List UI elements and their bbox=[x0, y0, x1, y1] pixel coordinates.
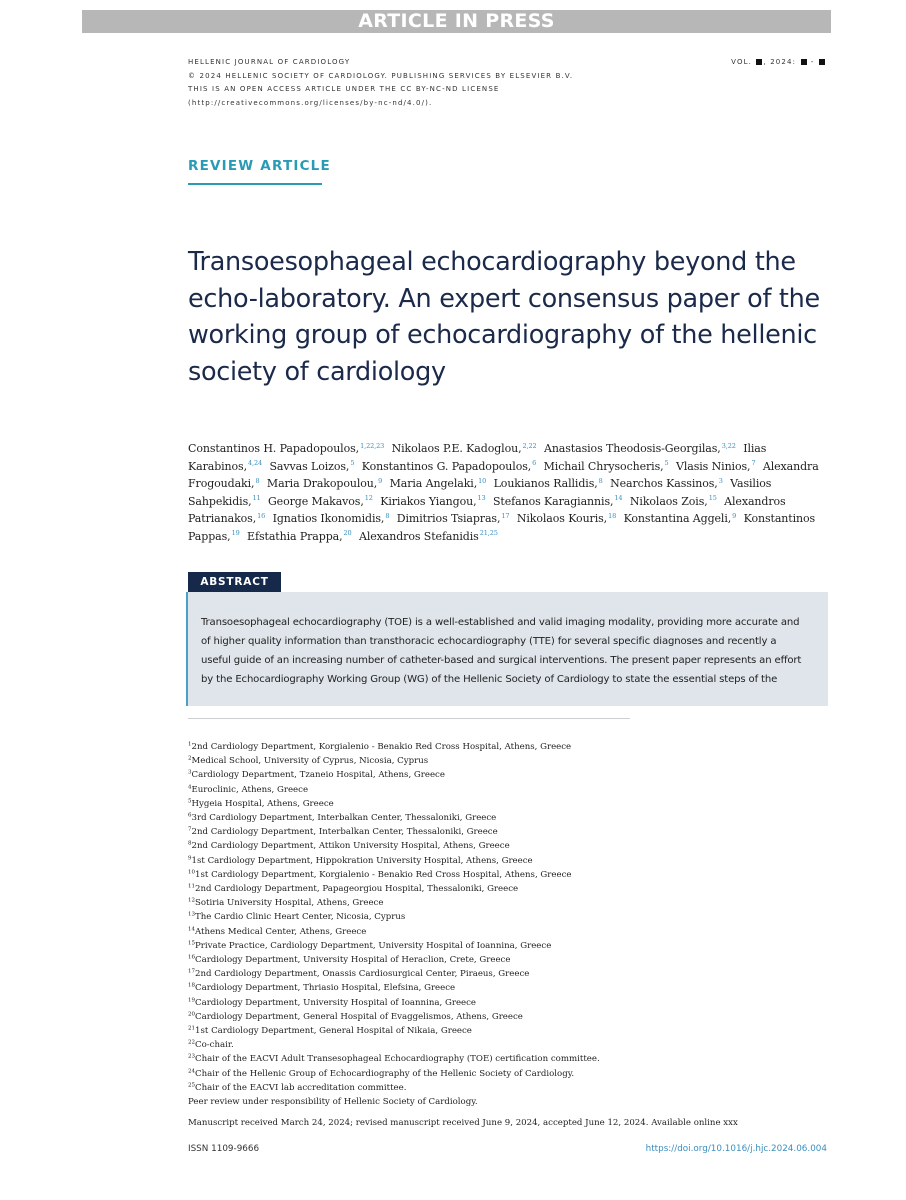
author-affiliation-marks[interactable]: 8 bbox=[598, 476, 603, 485]
footnote-mark: 14 bbox=[188, 926, 195, 933]
author bbox=[247, 530, 352, 543]
footnote-mark: 13 bbox=[188, 911, 195, 918]
author-affiliation-marks[interactable]: 3 bbox=[718, 476, 723, 485]
author bbox=[397, 512, 510, 525]
author-affiliation-marks[interactable]: 14 bbox=[614, 494, 623, 503]
footnote-text: 2nd Cardiology Department, Korgialenio - Benakio Red Cross Hospital, Athens, Greece bbox=[191, 742, 572, 752]
footnote-mark: 24 bbox=[188, 1068, 195, 1075]
article-in-press-banner: ARTICLE IN PRESS bbox=[82, 10, 831, 33]
author-affiliation-marks[interactable]: 9 bbox=[732, 511, 737, 520]
author bbox=[270, 460, 355, 473]
footnote bbox=[188, 882, 828, 896]
author-name: Nikolaos P.E. Kadoglou, bbox=[391, 442, 522, 455]
footnote bbox=[188, 981, 828, 995]
author-affiliation-marks[interactable]: 2,22 bbox=[522, 441, 537, 450]
footnote-mark: 10 bbox=[188, 869, 195, 876]
footnote bbox=[188, 953, 828, 967]
footnote-text: 1st Cardiology Department, Korgialenio - Benakio Red Cross Hospital, Athens, Greece bbox=[195, 869, 572, 880]
footnote-text: 1st Cardiology Department, General Hospital of Nikaia, Greece bbox=[195, 1026, 472, 1037]
footnote-text: Co-chair. bbox=[195, 1040, 234, 1051]
footnote-text: Medical School, University of Cyprus, Nicosia, Cyprus bbox=[191, 756, 429, 767]
footnote bbox=[188, 1024, 828, 1038]
footnote-mark: 18 bbox=[188, 982, 195, 989]
footnote-mark: 22 bbox=[188, 1039, 195, 1046]
article-type: REVIEW ARTICLE bbox=[188, 158, 331, 174]
footnote bbox=[188, 910, 828, 924]
footnote bbox=[188, 967, 828, 981]
author bbox=[676, 460, 755, 473]
author-name: Michail Chrysocheris, bbox=[543, 459, 664, 473]
footnote-text: 1st Cardiology Department, Hippokration University Hospital, Athens, Greece bbox=[191, 855, 533, 866]
author-affiliation-marks[interactable]: 19 bbox=[231, 529, 240, 538]
author bbox=[630, 495, 717, 508]
author-affiliation-marks[interactable]: 5 bbox=[664, 459, 669, 468]
abstract-line: Transoesophageal echocardiography (TOE) is a well-established and valid imaging modality, providing more accurate and bbox=[201, 617, 800, 628]
author-name: Alexandra Frogoudaki, bbox=[188, 459, 819, 491]
footnote-text: 2nd Cardiology Department, Interbalkan Center, Thessaloniki, Greece bbox=[191, 827, 498, 838]
footnote-text: Cardiology Department, Tzaneio Hospital, Athens, Greece bbox=[191, 770, 445, 781]
footnote bbox=[188, 754, 828, 768]
author-name: Alexandros Patrianakos, bbox=[188, 494, 786, 526]
footnote-text: 3rd Cardiology Department, Interbalkan Center, Thessaloniki, Greece bbox=[191, 813, 497, 824]
footnote-mark: 9 bbox=[188, 855, 192, 862]
footnote-mark: 20 bbox=[188, 1011, 195, 1018]
author-affiliation-marks[interactable]: 4,24 bbox=[248, 459, 263, 468]
author-name: Kiriakos Yiangou, bbox=[380, 494, 477, 508]
footnote-mark: 5 bbox=[188, 798, 192, 805]
author-affiliation-marks[interactable]: 8 bbox=[255, 476, 260, 485]
footnote-text: Chair of the Hellenic Group of Echocardiography of the Hellenic Society of Cardiology. bbox=[195, 1068, 575, 1079]
author-name: Ilias Karabinos, bbox=[188, 442, 767, 473]
author-affiliation-marks[interactable]: 8 bbox=[385, 511, 390, 520]
affiliation-footnotes bbox=[188, 740, 828, 1109]
author-name: Dimitrios Tsiapras, bbox=[396, 512, 501, 526]
footnote-text: Cardiology Department, Thriasio Hospital, Elefsina, Greece bbox=[195, 983, 456, 994]
vol-prefix: VOL. bbox=[731, 58, 753, 66]
author bbox=[624, 512, 737, 525]
author-affiliation-marks[interactable]: 21,25 bbox=[479, 529, 498, 538]
abstract-line: by the Echocardiography Working Group (WG) of the Hellenic Society of Cardiology to state the essential steps of the bbox=[201, 674, 778, 685]
author-name: Konstantinos Pappas, bbox=[188, 512, 816, 543]
footnote bbox=[188, 1095, 828, 1109]
footnote bbox=[188, 811, 828, 825]
author-name: Maria Angelaki, bbox=[389, 477, 478, 491]
footnote-text: Cardiology Department, General Hospital of Evaggelismos, Athens, Greece bbox=[195, 1011, 523, 1022]
vol-dash: - bbox=[810, 58, 815, 66]
author-name: Vasilios Sahpekidis, bbox=[188, 477, 772, 508]
author-affiliation-marks[interactable]: 10 bbox=[478, 476, 487, 485]
footnote bbox=[188, 939, 828, 953]
footnote bbox=[188, 1052, 828, 1066]
footnote-text: Athens Medical Center, Athens, Greece bbox=[195, 926, 367, 937]
abstract-line: of higher quality information than transthoracic echocardiography (TTE) for several specific diagnoses and recently a bbox=[201, 636, 777, 647]
author bbox=[267, 477, 382, 490]
footnote-text: Chair of the EACVI Adult Transesophageal Echocardiography (TOE) certification committee. bbox=[195, 1054, 600, 1065]
redacted-square-icon bbox=[801, 59, 807, 65]
footnote-text: Hygeia Hospital, Athens, Greece bbox=[191, 798, 334, 809]
author bbox=[544, 460, 669, 473]
author-name: Ignatios Ikonomidis, bbox=[272, 512, 385, 526]
author-name: Nikolaos Kouris, bbox=[516, 512, 608, 526]
footnote-mark: 16 bbox=[188, 954, 195, 961]
author-affiliation-marks[interactable]: 17 bbox=[501, 511, 510, 520]
author bbox=[362, 460, 536, 473]
author-affiliation-marks[interactable]: 6 bbox=[532, 459, 537, 468]
author bbox=[610, 477, 723, 490]
footnote bbox=[188, 1038, 828, 1052]
footnote-text: 2nd Cardiology Department, Attikon University Hospital, Athens, Greece bbox=[191, 841, 510, 852]
journal-name: HELLENIC JOURNAL OF CARDIOLOGY bbox=[188, 58, 351, 66]
author bbox=[494, 477, 603, 490]
license-url[interactable]: (http://creativecommons.org/licenses/by-nc-nd/4.0/). bbox=[188, 98, 433, 107]
footnote-text: Cardiology Department, University Hospital of Ioannina, Greece bbox=[195, 997, 477, 1008]
author-name: Loukianos Rallidis, bbox=[493, 477, 598, 491]
author-name: Constantinos H. Papadopoulos, bbox=[188, 442, 360, 455]
footnote bbox=[188, 868, 828, 882]
author-affiliation-marks[interactable]: 11 bbox=[252, 494, 261, 503]
author bbox=[268, 495, 373, 508]
author-affiliation-marks[interactable]: 13 bbox=[477, 494, 486, 503]
abstract-label: ABSTRACT bbox=[188, 572, 281, 593]
author-name: Savvas Loizos, bbox=[269, 459, 350, 473]
footnote bbox=[188, 896, 828, 910]
footnote-mark: 12 bbox=[188, 897, 195, 904]
footnote-text: Euroclinic, Athens, Greece bbox=[191, 784, 309, 795]
author-name: Maria Drakopoulou, bbox=[266, 477, 378, 491]
author-affiliation-marks[interactable]: 3,22 bbox=[721, 441, 736, 450]
journal-header bbox=[188, 56, 668, 110]
author-name: Vlasis Ninios, bbox=[676, 459, 751, 473]
author-affiliation-marks[interactable]: 20 bbox=[343, 529, 352, 538]
author-name: Stefanos Karagiannis, bbox=[493, 494, 614, 508]
author bbox=[544, 442, 736, 455]
footnote-text: Chair of the EACVI lab accreditation committee. bbox=[195, 1082, 407, 1093]
author bbox=[188, 442, 384, 455]
footnote-mark: 2 bbox=[188, 755, 192, 762]
footnote-mark: 23 bbox=[188, 1053, 195, 1060]
footnote bbox=[188, 1067, 828, 1081]
redacted-square-icon bbox=[819, 59, 825, 65]
author-name: Konstantina Aggeli, bbox=[623, 512, 732, 526]
author bbox=[493, 495, 622, 508]
footnote-text: Peer review under responsibility of Hellenic Society of Cardiology. bbox=[188, 1097, 478, 1108]
author-affiliation-marks[interactable]: 12 bbox=[364, 494, 373, 503]
copyright-line: © 2024 HELLENIC SOCIETY OF CARDIOLOGY. PUBLISHING SERVICES BY ELSEVIER B.V. bbox=[188, 71, 574, 80]
footnote-mark: 4 bbox=[188, 784, 192, 791]
abstract-text bbox=[201, 613, 816, 689]
article-type-underline bbox=[188, 183, 322, 185]
footnote-mark: 6 bbox=[188, 812, 192, 819]
doi-link[interactable]: https://doi.org/10.1016/j.hjc.2024.06.004 bbox=[645, 1144, 827, 1154]
author-affiliation-marks[interactable]: 9 bbox=[378, 476, 383, 485]
author-name: Konstantinos G. Papadopoulos, bbox=[361, 459, 532, 473]
author-name: Anastasios Theodosis-Georgilas, bbox=[543, 442, 721, 455]
footnote bbox=[188, 839, 828, 853]
footnote bbox=[188, 1081, 828, 1095]
footnote-mark: 21 bbox=[188, 1025, 195, 1032]
author-name: Efstathia Prappa, bbox=[247, 529, 343, 543]
author bbox=[390, 477, 487, 490]
footnote-text: Private Practice, Cardiology Department, University Hospital of Ioannina, Greece bbox=[195, 940, 552, 951]
footnote-divider bbox=[188, 718, 630, 719]
footnote bbox=[188, 1010, 828, 1024]
footnote bbox=[188, 996, 828, 1010]
author-affiliation-marks[interactable]: 1,22,23 bbox=[360, 441, 385, 450]
footnote-text: 2nd Cardiology Department, Onassis Cardiosurgical Center, Piraeus, Greece bbox=[195, 969, 530, 980]
author-list bbox=[188, 440, 843, 546]
author-affiliation-marks[interactable]: 18 bbox=[608, 511, 617, 520]
author bbox=[380, 495, 485, 508]
author bbox=[392, 442, 537, 455]
author-affiliation-marks[interactable]: 5 bbox=[350, 459, 355, 468]
footnote bbox=[188, 825, 828, 839]
author-affiliation-marks[interactable]: 15 bbox=[708, 494, 717, 503]
manuscript-dates: Manuscript received March 24, 2024; revised manuscript received June 9, 2024, accepted June 12, 2024. Available online xxx bbox=[188, 1118, 738, 1128]
volume-info bbox=[731, 56, 826, 70]
license-line: THIS IS AN OPEN ACCESS ARTICLE UNDER THE CC BY-NC-ND LICENSE bbox=[188, 85, 500, 93]
footnote-mark: 3 bbox=[188, 769, 192, 776]
author bbox=[359, 530, 498, 543]
footnote-mark: 15 bbox=[188, 940, 195, 947]
redacted-square-icon bbox=[756, 59, 762, 65]
author-name: George Makavos, bbox=[268, 494, 364, 508]
footnote-mark: 11 bbox=[188, 883, 195, 890]
footnote bbox=[188, 925, 828, 939]
footnote-mark: 25 bbox=[188, 1082, 195, 1089]
author bbox=[517, 512, 616, 525]
abstract-box bbox=[186, 592, 828, 706]
vol-year: , 2024: bbox=[763, 58, 797, 66]
footnote-mark: 8 bbox=[188, 840, 192, 847]
footnote-text: 2nd Cardiology Department, Papageorgiou Hospital, Thessaloniki, Greece bbox=[195, 884, 519, 895]
footnote bbox=[188, 854, 828, 868]
author-name: Nikolaos Zois, bbox=[629, 494, 708, 508]
author bbox=[273, 512, 390, 525]
footnote bbox=[188, 740, 828, 754]
footnote-mark: 19 bbox=[188, 997, 195, 1004]
footnote-text: Cardiology Department, University Hospital of Heraclion, Crete, Greece bbox=[195, 955, 511, 966]
footnote-text: Sotiria University Hospital, Athens, Greece bbox=[195, 898, 384, 909]
footnote-mark: 7 bbox=[188, 826, 192, 833]
footnote bbox=[188, 768, 828, 782]
article-title: Transoesophageal echocardiography beyond the echo-laboratory. An expert consensus paper of the working group of echocardiography of the hellenic society of cardiology bbox=[188, 247, 820, 387]
issn: ISSN 1109-9666 bbox=[188, 1144, 260, 1154]
author-name: Alexandros Stefanidis bbox=[359, 529, 479, 543]
footnote-mark: 17 bbox=[188, 968, 195, 975]
footnote-mark: 1 bbox=[188, 741, 192, 748]
footnote bbox=[188, 783, 828, 797]
abstract-line: useful guide of an increasing number of catheter-based and surgical interventions. The present paper represents an effort bbox=[201, 655, 802, 666]
author-name: Nearchos Kassinos, bbox=[610, 477, 718, 491]
footnote bbox=[188, 797, 828, 811]
footnote-text: The Cardio Clinic Heart Center, Nicosia, Cyprus bbox=[195, 912, 406, 923]
author-affiliation-marks[interactable]: 16 bbox=[257, 511, 266, 520]
author-affiliation-marks[interactable]: 7 bbox=[751, 459, 756, 468]
